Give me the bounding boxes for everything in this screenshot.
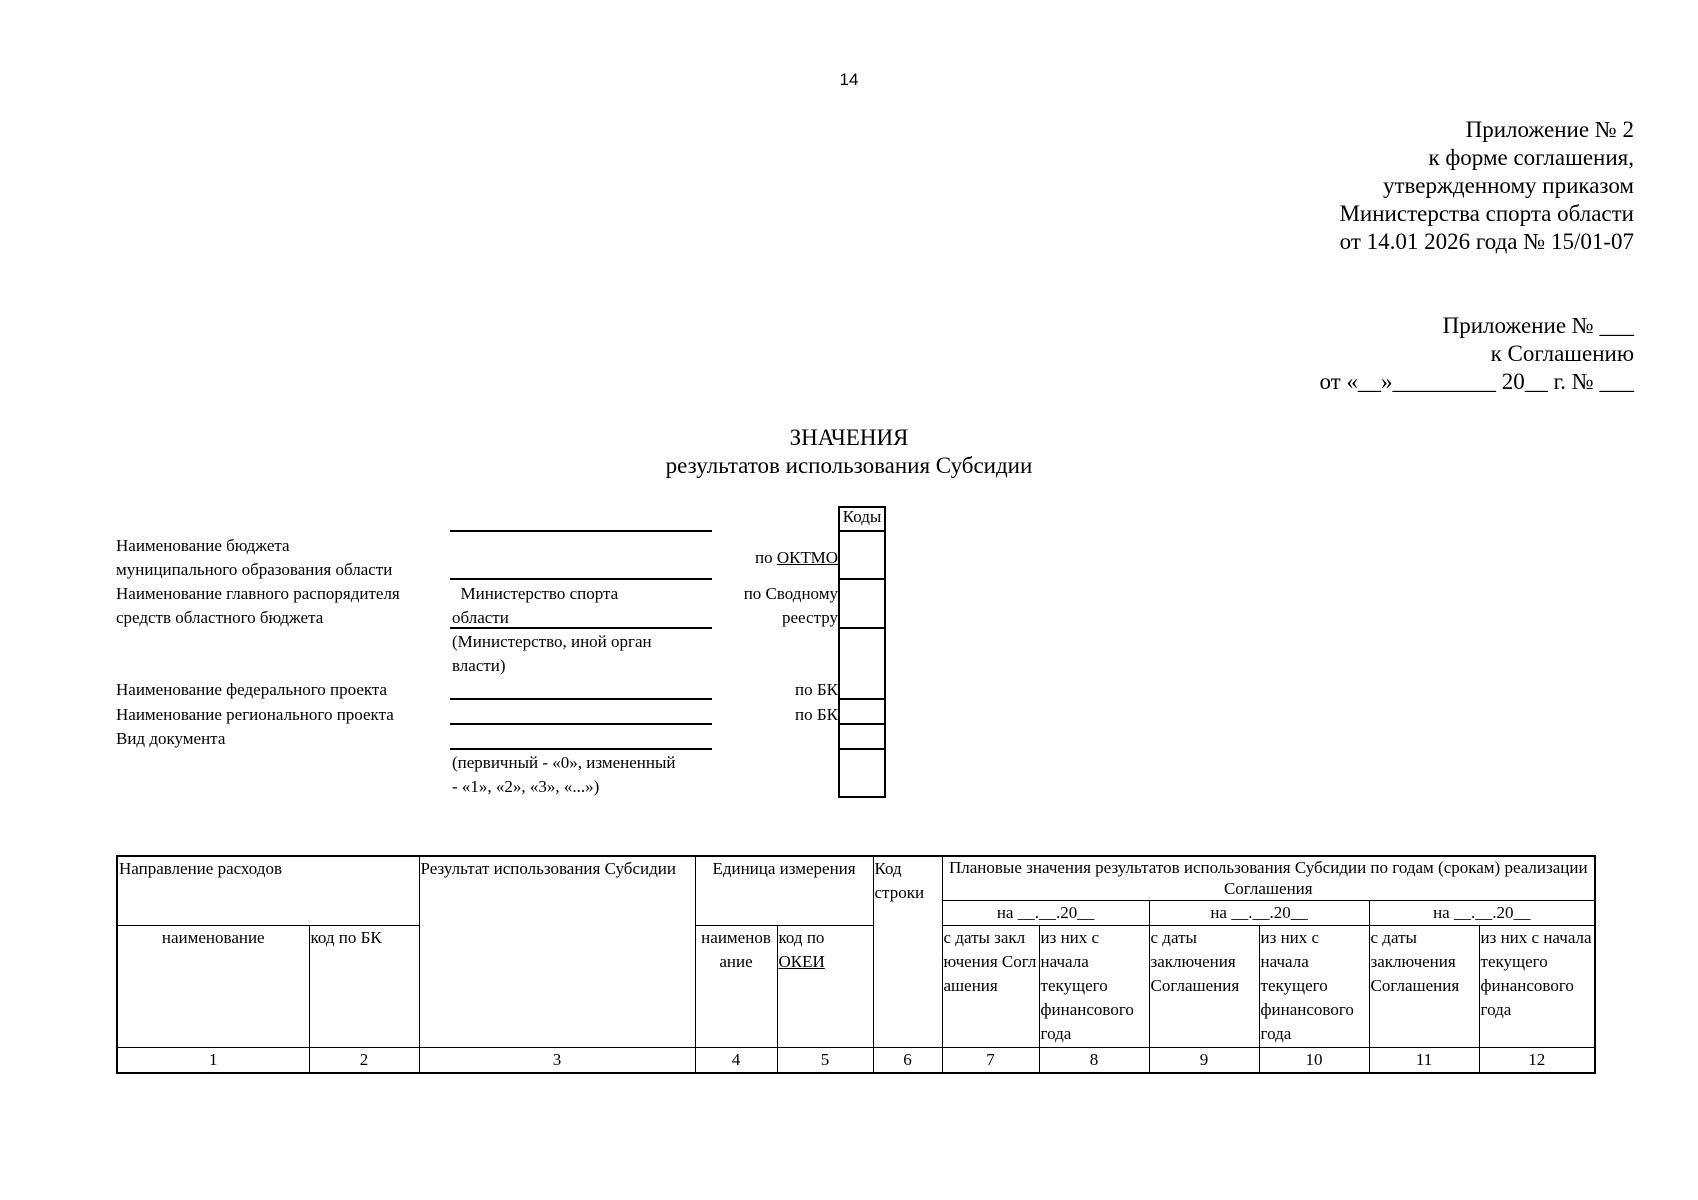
column-number: 8 [1039, 1047, 1149, 1073]
codes-top-line [838, 506, 886, 508]
budget-line [450, 578, 712, 580]
okei-link: ОКЕИ [778, 951, 825, 971]
column-number: 9 [1149, 1047, 1259, 1073]
header-result: Результат использования Субсидии [419, 856, 695, 1047]
gr-value: Министерство спорта [452, 584, 619, 603]
results-table [116, 855, 1596, 1074]
header-unit-name: наименов ание [695, 925, 777, 1047]
appendix-block [1339, 116, 1634, 256]
gr-value: области [452, 608, 509, 627]
header-year: на __.__.20__ [1149, 900, 1369, 925]
appendix-line: Министерства спорта области [1339, 201, 1634, 226]
column-number: 10 [1259, 1047, 1369, 1073]
header-from-year: из них с начала текущего финансового года [1259, 925, 1369, 1047]
appendix-line: к форме соглашения, [1428, 145, 1634, 170]
header-direction: Направление расходов [117, 856, 419, 925]
column-number: 4 [695, 1047, 777, 1073]
header-from-date: с даты заключения Соглашения [1149, 925, 1259, 1047]
gr-line [450, 627, 712, 629]
header-year: на __.__.20__ [942, 900, 1149, 925]
header-from-year: из них с начала текущего финансового года [1479, 925, 1595, 1047]
federal-label: Наименование федерального проекта [116, 680, 388, 699]
agreement-line: к Соглашению [1490, 341, 1634, 366]
budget-label: Наименование бюджета [116, 536, 290, 555]
codes-row-line [838, 530, 886, 532]
gr-label: средств областного бюджета [116, 608, 324, 627]
agreement-appendix-block [1319, 312, 1634, 396]
gr-hint: власти) [452, 656, 506, 675]
doctype-hint: - «1», «2», «3», «...») [452, 777, 600, 796]
column-number: 7 [942, 1047, 1039, 1073]
column-number: 1 [117, 1047, 309, 1073]
codes-row-line [838, 698, 886, 700]
header-plan: Плановые значения результатов использования Субсидии по годам (срокам) реализации Соглашения [942, 856, 1595, 900]
header-unit: Единица измерения [695, 856, 873, 925]
column-number: 12 [1479, 1047, 1595, 1073]
column-number: 2 [309, 1047, 419, 1073]
agreement-line: Приложение № ___ [1442, 313, 1634, 338]
doctype-label: Вид документа [116, 729, 226, 748]
doctype-hint: (первичный - «0», измененный [452, 753, 676, 772]
codes-row-line [838, 578, 886, 580]
federal-line [450, 698, 712, 700]
column-number: 5 [777, 1047, 873, 1073]
gr-label: Наименование главного распорядителя [116, 584, 400, 603]
regional-code-label: по БК [795, 705, 838, 724]
codes-header: Коды [842, 507, 882, 526]
header-from-date: с даты заключения Соглашения [1369, 925, 1479, 1047]
column-number: 11 [1369, 1047, 1479, 1073]
page-subtitle: результатов использования Субсидии [665, 453, 1033, 478]
header-okei: код по ОКЕИ [777, 925, 873, 1047]
regional-label: Наименование регионального проекта [116, 705, 394, 724]
oktmo-label: по ОКТМО [754, 548, 838, 567]
regional-line [450, 723, 712, 725]
appendix-line: утвержденному приказом [1383, 173, 1634, 198]
svod-label: реестру [782, 608, 838, 627]
column-number: 6 [873, 1047, 942, 1073]
budget-line [450, 530, 712, 532]
codes-row-line [838, 627, 886, 629]
agreement-line: от «__»_________ 20__ г. № ___ [1319, 369, 1634, 394]
codes-row-line [838, 723, 886, 725]
gr-hint: (Министерство, иной орган [452, 632, 652, 651]
page-number: 14 [839, 70, 859, 89]
budget-label: муниципального образования области [116, 560, 393, 579]
page-title: ЗНАЧЕНИЯ [789, 425, 909, 450]
federal-code-label: по БК [795, 680, 838, 699]
svod-label: по Сводному [743, 584, 838, 603]
header-row-code: Код строки [873, 856, 942, 1047]
codes-box [838, 506, 886, 798]
doctype-line [450, 748, 712, 750]
appendix-line: Приложение № 2 [1465, 117, 1634, 142]
column-number: 3 [419, 1047, 695, 1073]
appendix-line: от 14.01 2026 года № 15/01-07 [1339, 229, 1634, 254]
header-from-date: с даты заключения Соглашения [942, 925, 1039, 1047]
header-from-year: из них с начала текущего финансового года [1039, 925, 1149, 1047]
codes-row-line [838, 748, 886, 750]
header-year: на __.__.20__ [1369, 900, 1595, 925]
header-bk: код по БК [309, 925, 419, 1047]
oktmo-link: ОКТМО [776, 548, 838, 567]
header-name: наименование [117, 925, 309, 1047]
